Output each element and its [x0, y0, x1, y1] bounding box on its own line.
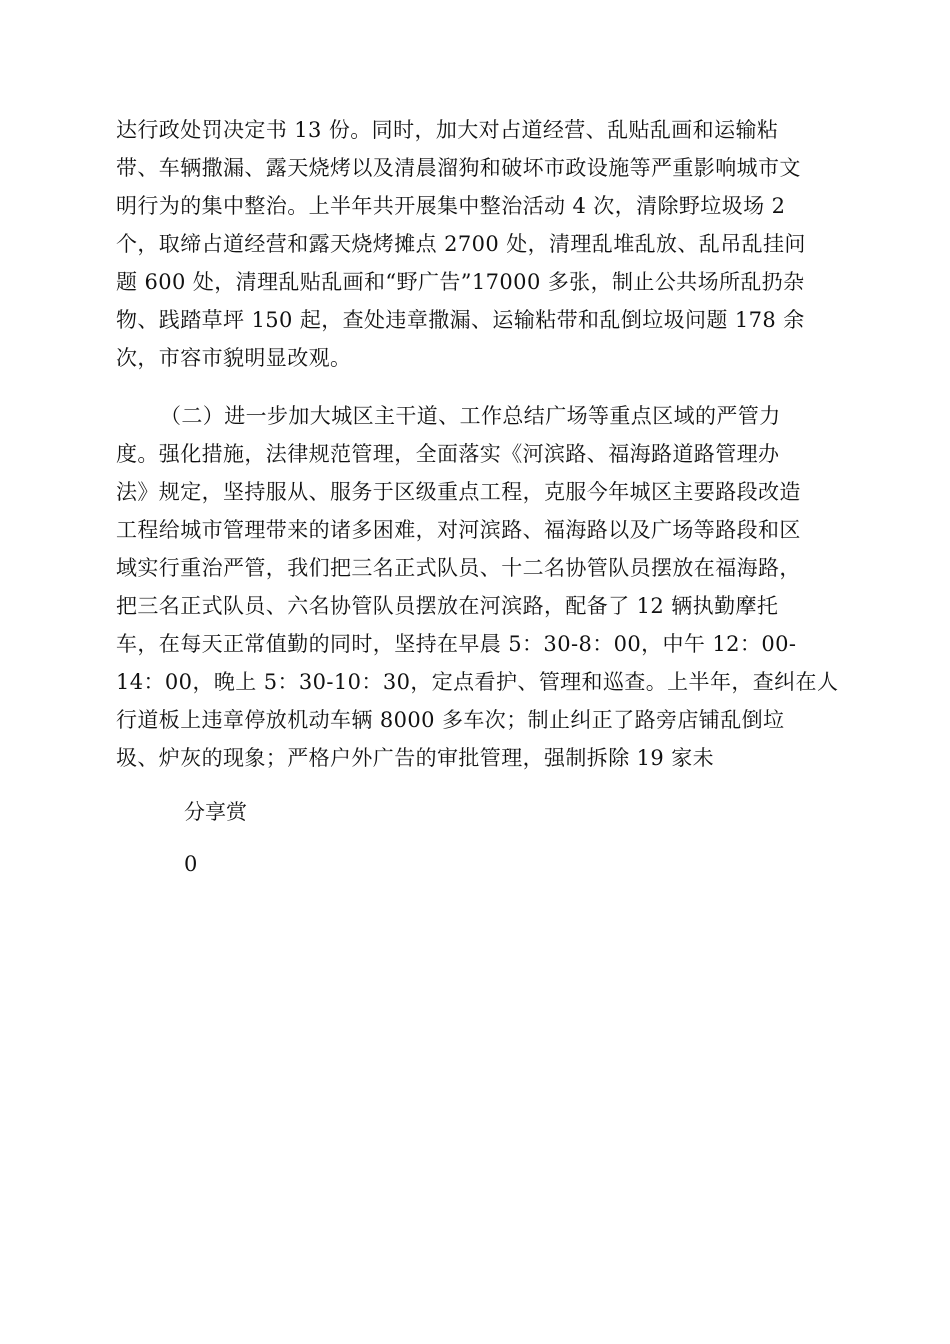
text-line: 域实行重治严管，我们把三名正式队员、十二名协管队员摆放在福海路，: [116, 556, 801, 580]
text-line: 带、车辆撒漏、露天烧烤以及清晨溜狗和破坏市政设施等严重影响城市文: [116, 156, 801, 180]
text-line: 圾、炉灰的现象；严格户外广告的审批管理，强制拆除 19 家未: [116, 746, 715, 770]
text-line: 明行为的集中整治。上半年共开展集中整治活动 4 次，清除野垃圾场 2: [116, 194, 786, 218]
text-line: 工程给城市管理带来的诸多困难，对河滨路、福海路以及广场等路段和区: [116, 518, 801, 542]
text-line: 个，取缔占道经营和露天烧烤摊点 2700 处，清理乱堆乱放、乱吊乱挂问: [116, 232, 806, 256]
text-line: 度。强化措施，法律规范管理，全面落实《河滨路、福海路道路管理办: [116, 442, 780, 466]
text-line: 法》规定，坚持服从、服务于区级重点工程，克服今年城区主要路段改造: [116, 480, 801, 504]
text-line: 物、践踏草坪 150 起，查处违章撒漏、运输粘带和乱倒垃圾问题 178 余: [116, 308, 805, 332]
share-reward-label[interactable]: 分享赏: [184, 800, 247, 824]
reward-count: 0: [184, 852, 198, 876]
text-line: 行道板上违章停放机动车辆 8000 多车次；制止纠正了路旁店铺乱倒垃: [116, 708, 785, 732]
text-line: 车，在每天正常值勤的同时，坚持在早晨 5：30-8：00，中午 12：00-: [116, 632, 797, 656]
text-line: 14：00，晚上 5：30-10：30，定点看护、管理和巡查。上半年，查纠在人: [116, 670, 839, 694]
text-line: （二）进一步加大城区主干道、工作总结广场等重点区域的严管力: [160, 404, 781, 428]
text-line: 达行政处罚决定书 13 份。同时，加大对占道经营、乱贴乱画和运输粘: [116, 118, 779, 142]
text-line: 把三名正式队员、六名协管队员摆放在河滨路，配备了 12 辆执勤摩托: [116, 594, 779, 618]
text-line: 次，市容市貌明显改观。: [116, 346, 352, 370]
text-line: 题 600 处，清理乱贴乱画和“野广告”17000 多张，制止公共场所乱扔杂: [116, 270, 805, 294]
